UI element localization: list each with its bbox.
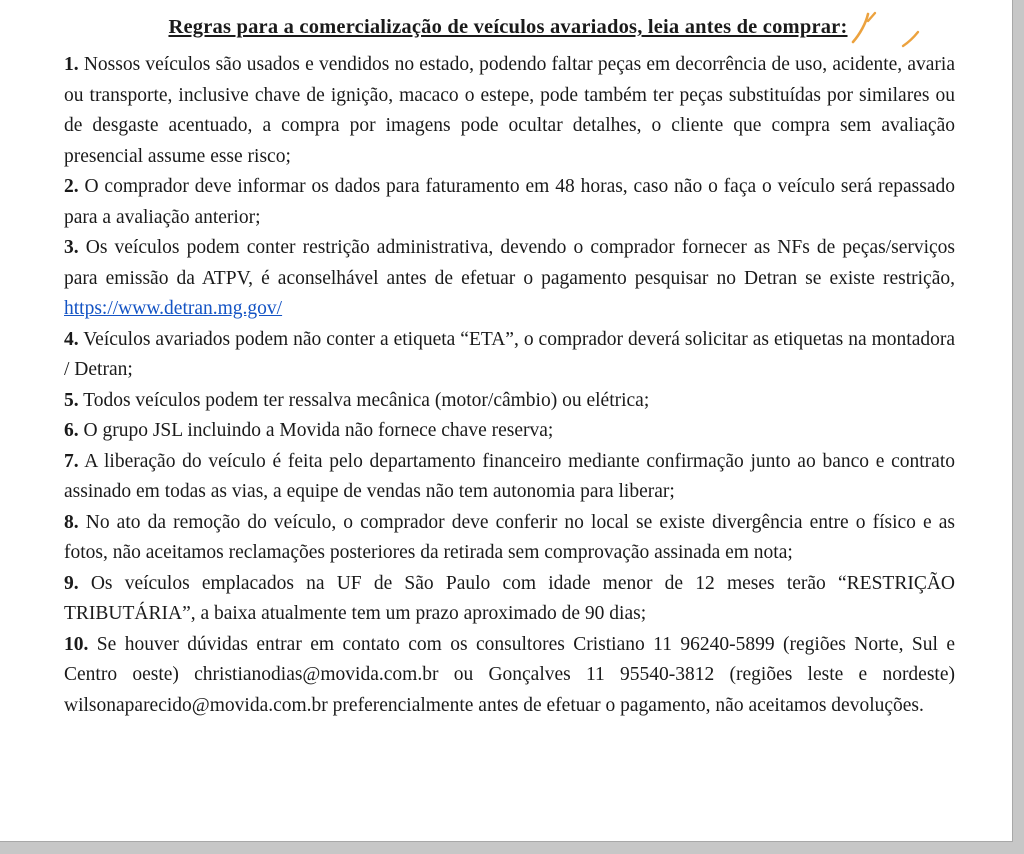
detran-link[interactable]: https://www.detran.mg.gov/ [64, 298, 283, 319]
rule-item [64, 172, 955, 233]
rule-text: Todos veículos podem ter ressalva mecânica (motor/câmbio) ou elétrica; [83, 389, 650, 411]
rule-text: Veículos avariados podem não conter a etiqueta “ETA”, o comprador deverá solicitar as etiquetas na montadora / Detran; [64, 328, 955, 380]
rule-number: 3. [64, 237, 79, 258]
rule-number: 6. [64, 420, 79, 441]
rule-item [64, 447, 955, 508]
rule-text: A liberação do veículo é feita pelo departamento financeiro mediante confirmação junto ao banco e contrato assinado em todas as vias, a equipe de vendas não tem autonomia para liberar; [64, 450, 955, 502]
rule-number: 2. [64, 176, 79, 197]
rule-text: O grupo JSL incluindo a Movida não fornece chave reserva; [83, 420, 554, 441]
rule-text: O comprador deve informar os dados para faturamento em 48 horas, caso não o faça o veículo será repassado para a avaliação anterior; [64, 176, 955, 228]
rules-list [64, 50, 955, 721]
rule-text: No ato da remoção do veículo, o comprador deve conferir no local se existe divergência entre o físico e as fotos, não aceitamos reclamações posteriores da retirada sem comprovação assinada em nota; [64, 511, 956, 563]
rule-text: Os veículos emplacados na UF de São Paulo com idade menor de 12 meses terão “RESTRIÇÃO TRIBUTÁRIA”, a baixa atualmente tem um prazo aproximado de 90 dias; [64, 572, 955, 624]
rule-number: 10. [64, 633, 89, 655]
rule-number: 7. [64, 450, 79, 472]
page-title: Regras para a comercialização de veículos avariados, leia antes de comprar: [168, 16, 848, 38]
rule-number: 9. [64, 572, 79, 594]
rule-text: Nossos veículos são usados e vendidos no estado, podendo faltar peças em decorrência de uso, acidente, avaria ou transporte, inclusive chave de ignição, macaco o estepe, pode também ter peças substituídas por similares ou de desgaste acentuado, a compra por imagens pode ocultar detalhes, o cliente que compra sem avaliação presencial assume esse risco; [64, 54, 956, 167]
rule-number: 1. [64, 54, 79, 75]
rule-item [64, 233, 955, 325]
rule-item [64, 508, 955, 569]
rule-text: Se houver dúvidas entrar em contato com os consultores Cristiano 11 96240-5899 (regiões Norte, Sul e Centro oeste) christianodias@movida.com.br ou Gonçalves 11 95540-3812 (regiões leste e nordeste) wilsonaparecido@movida.com.br preferencialmente antes de efetuar o pagamento, não aceitamos devoluções. [64, 633, 956, 716]
rule-number: 8. [64, 511, 79, 533]
rule-item [64, 386, 955, 417]
rule-item [64, 325, 955, 386]
rule-text: Os veículos podem conter restrição administrativa, devendo o comprador fornecer as NFs de peças/serviços para emissão da ATPV, é aconselhável antes de efetuar o pagamento pesquisar no Detran se existe restrição, [64, 237, 956, 289]
rule-item [64, 416, 955, 447]
rule-number: 4. [64, 328, 79, 350]
rule-item [64, 569, 955, 630]
rule-number: 5. [64, 389, 79, 411]
rule-item [64, 630, 955, 722]
rule-item [64, 50, 955, 172]
